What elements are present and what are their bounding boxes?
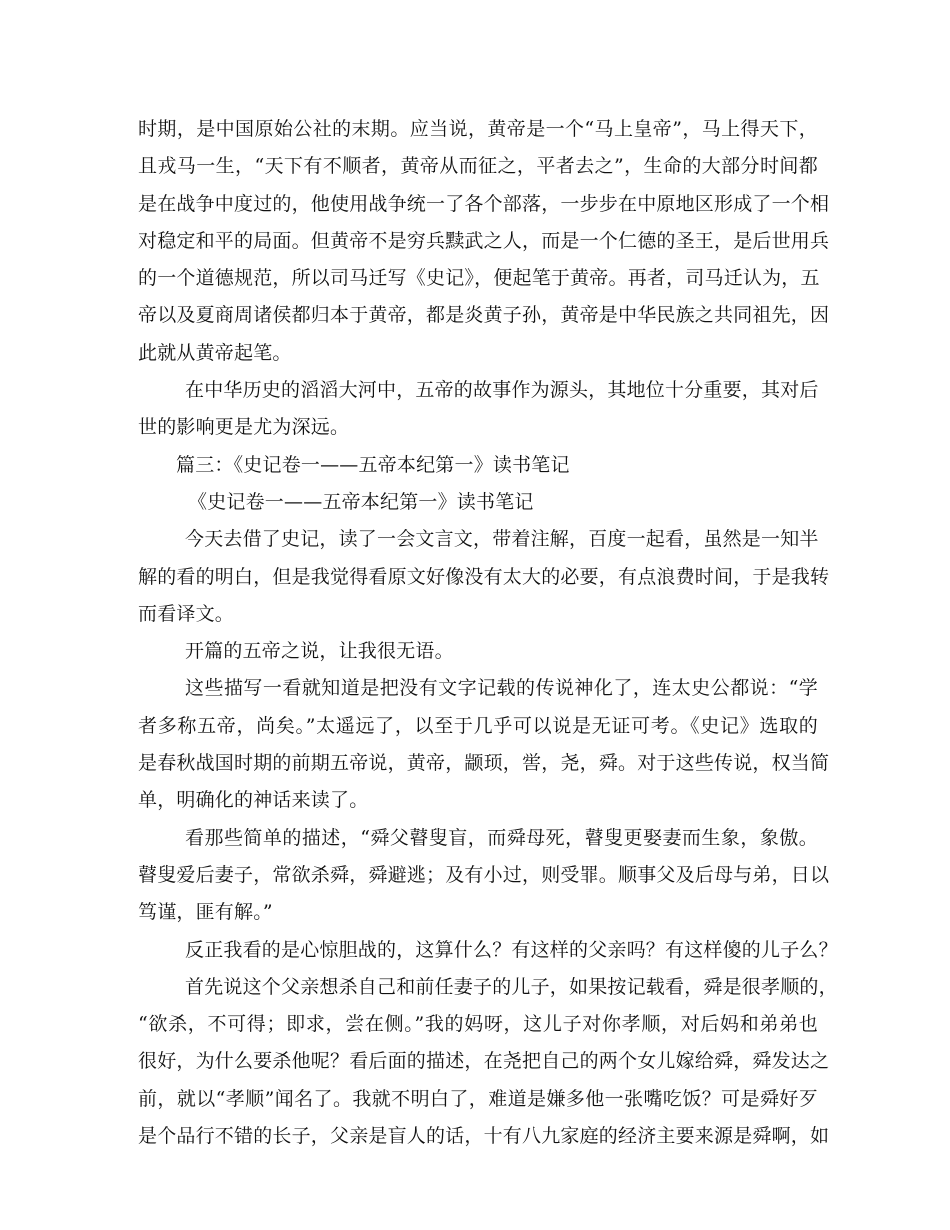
text-line: 瞽叟爱后妻子，常欲杀舜，舜避逃；及有小过，则受罪。顺事父及后母与弟，日以: [138, 863, 830, 886]
section-heading: 篇三：《史记卷一——五帝本纪第一》读书笔记: [176, 453, 570, 476]
text-line: 开篇的五帝之说，让我很无语。: [185, 640, 454, 663]
text-line: 单，明确化的神话来读了。: [138, 789, 369, 812]
text-line: 帝以及夏商周诸侯都归本于黄帝，都是炎黄子孙，黄帝是中华民族之共同祖先，因: [138, 304, 830, 327]
text-line: 世的影响更是尤为深远。: [138, 416, 350, 439]
text-line: 是在战争中度过的，他使用战争统一了各个部落，一步步在中原地区形成了一个相: [138, 192, 830, 215]
text-line: 在中华历史的滔滔大河中，五帝的故事作为源头，其地位十分重要，其对后: [185, 379, 819, 402]
text-line: 是个品行不错的长子，父亲是盲人的话，十有八九家庭的经济主要来源是舜啊，如: [138, 1125, 830, 1148]
text-line: 首先说这个父亲想杀自己和前任妻子的儿子，如果按记载看，舜是很孝顺的，: [185, 975, 838, 998]
text-line: 时期，是中国原始公社的末期。应当说，黄帝是一个“马上皇帝”，马上得天下，: [138, 118, 818, 140]
text-line: 笃谨，匪有解。”: [138, 901, 273, 924]
text-line: 是春秋战国时期的前期五帝说，黄帝，颛顼，喾，尧，舜。对于这些传说，权当简: [138, 752, 830, 775]
text-line: 今天去借了史记，读了一会文言文，带着注解，百度一起看，虽然是一知半: [185, 528, 819, 551]
text-line: 前，就以“孝顺”闻名了。我就不明白了，难道是嫌多他一张嘴吃饭？可是舜好歹: [138, 1087, 818, 1110]
text-line: 这些描写一看就知道是把没有文字记载的传说神化了，连太史公都说：“学: [185, 677, 818, 700]
text-line: 而看译文。: [138, 602, 235, 625]
document-body: [138, 111, 838, 1155]
text-line: 反正我看的是心惊胆战的，这算什么？有这样的父亲吗？有这样傻的儿子么？: [185, 938, 838, 961]
text-line: “欲杀，不可得；即求，尝在侧。”我的妈呀，这儿子对你孝顺，对后妈和弟弟也: [138, 1013, 818, 1036]
text-line: 者多称五帝，尚矣。”太遥远了，以至于几乎可以说是无证可考。《史记》选取的: [138, 714, 818, 737]
text-line: 看那些简单的描述，“舜父瞽叟盲，而舜母死，瞽叟更娶妻而生象，象傲。: [185, 826, 818, 849]
text-line: 此就从黄帝起笔。: [138, 341, 292, 364]
text-line: 解的看的明白，但是我觉得看原文好像没有太大的必要，有点浪费时间，于是我转: [138, 565, 830, 588]
text-line: 且戎马一生，“天下有不顺者，黄帝从而征之，平者去之”，生命的大部分时间都: [138, 155, 818, 178]
text-line: 对稳定和平的局面。但黄帝不是穷兵黩武之人，而是一个仁德的圣王，是后世用兵: [138, 229, 830, 252]
text-line: 的一个道德规范，所以司马迁写《史记》，便起笔于黄帝。再者，司马迁认为，五: [138, 267, 820, 290]
section-subheading: 《史记卷一——五帝本纪第一》读书笔记: [188, 490, 534, 513]
text-line: 很好，为什么要杀他呢？看后面的描述，在尧把自己的两个女儿嫁给舜，舜发达之: [138, 1050, 830, 1073]
